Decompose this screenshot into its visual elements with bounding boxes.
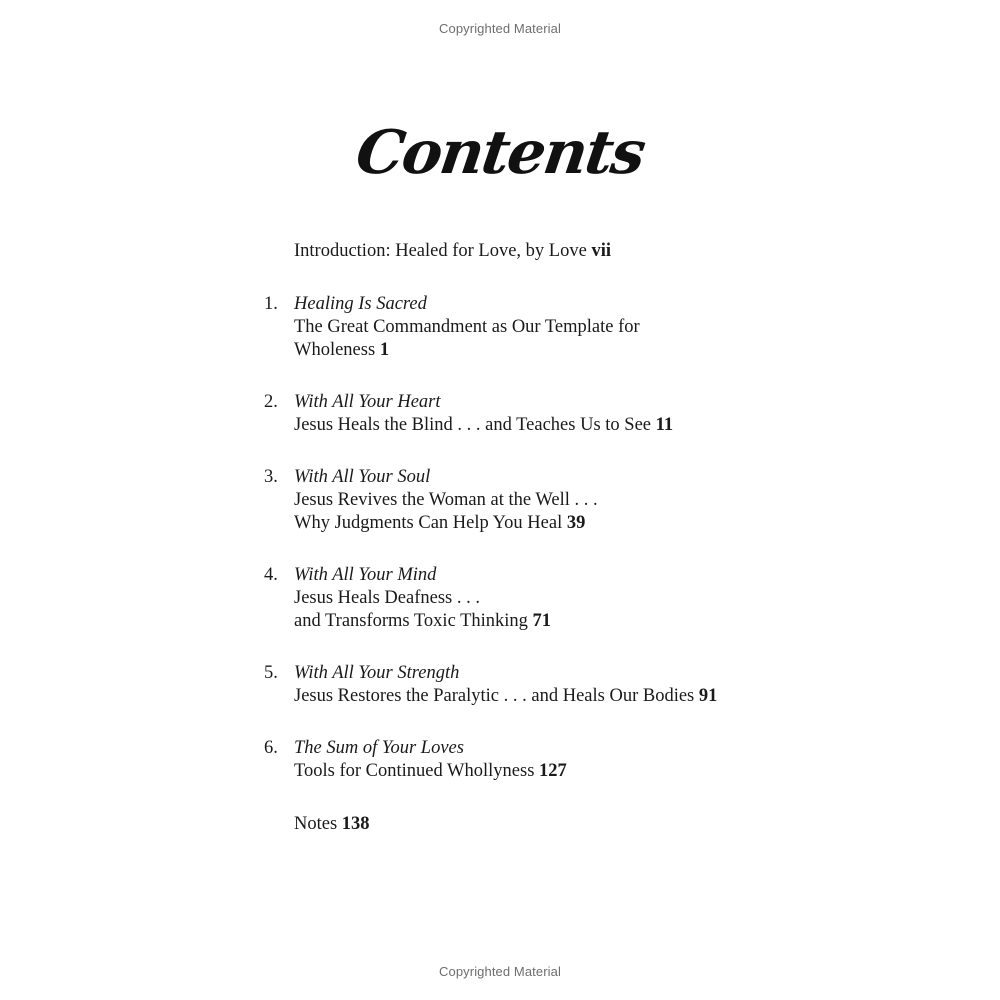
toc-entry-chapter-title[interactable]: Healing Is Sacred: [294, 294, 427, 314]
page-number: 11: [655, 415, 674, 435]
chapter-subtitle: Wholeness: [294, 340, 376, 360]
chapter-subtitle-last-line: [294, 760, 567, 783]
chapter-number: 4.: [264, 565, 278, 585]
chapter-number: 3.: [264, 467, 278, 487]
chapter-subtitle: Jesus Restores the Paralytic . . . and Heals Our Bodies: [294, 686, 695, 706]
chapter-number: 2.: [264, 392, 278, 412]
chapter-subtitle: Why Judgments Can Help You Heal: [294, 513, 563, 533]
header-copyright: Copyrighted Material: [439, 21, 561, 36]
chapter-number: 6.: [264, 738, 278, 758]
entry-title: Introduction: Healed for Love, by Love: [294, 241, 587, 261]
chapter-subtitle-last-line: [294, 339, 389, 362]
toc-entry-chapter-title[interactable]: The Sum of Your Loves: [294, 738, 464, 758]
chapter-subtitle: Tools for Continued Whollyness: [294, 761, 535, 781]
footer-copyright: Copyrighted Material: [439, 964, 561, 979]
page-number: vii: [591, 241, 611, 261]
toc-entry-introduction[interactable]: [294, 240, 611, 263]
chapter-number: 1.: [264, 294, 278, 314]
page-number: 39: [566, 513, 586, 533]
chapter-subtitle-last-line: [294, 414, 673, 437]
chapter-subtitle: Jesus Revives the Woman at the Well . . .: [294, 490, 598, 510]
chapter-number: 5.: [264, 663, 278, 683]
page-number: 71: [532, 611, 552, 631]
chapter-subtitle: Jesus Heals the Blind . . . and Teaches Us to See: [294, 415, 651, 435]
chapter-subtitle: and Transforms Toxic Thinking: [294, 611, 528, 631]
toc-entry-chapter-title[interactable]: With All Your Mind: [294, 565, 437, 585]
chapter-subtitle-last-line: [294, 610, 551, 633]
chapter-subtitle-last-line: [294, 685, 717, 708]
toc-entry-chapter-title[interactable]: With All Your Soul: [294, 467, 431, 487]
toc-entry-chapter-title[interactable]: With All Your Strength: [294, 663, 460, 683]
toc-entry-notes[interactable]: [294, 813, 370, 836]
page-title: Contents: [351, 118, 649, 188]
page-number: 127: [539, 761, 567, 781]
page-number: 91: [698, 686, 718, 706]
chapter-subtitle: Jesus Heals Deafness . . .: [294, 588, 480, 608]
page-number: 138: [341, 814, 370, 834]
chapter-subtitle: The Great Commandment as Our Template for: [294, 317, 640, 337]
chapter-subtitle-last-line: [294, 512, 585, 535]
toc-entry-chapter-title[interactable]: With All Your Heart: [294, 392, 441, 412]
entry-title: Notes: [294, 814, 338, 834]
page-number: 1: [379, 340, 390, 360]
